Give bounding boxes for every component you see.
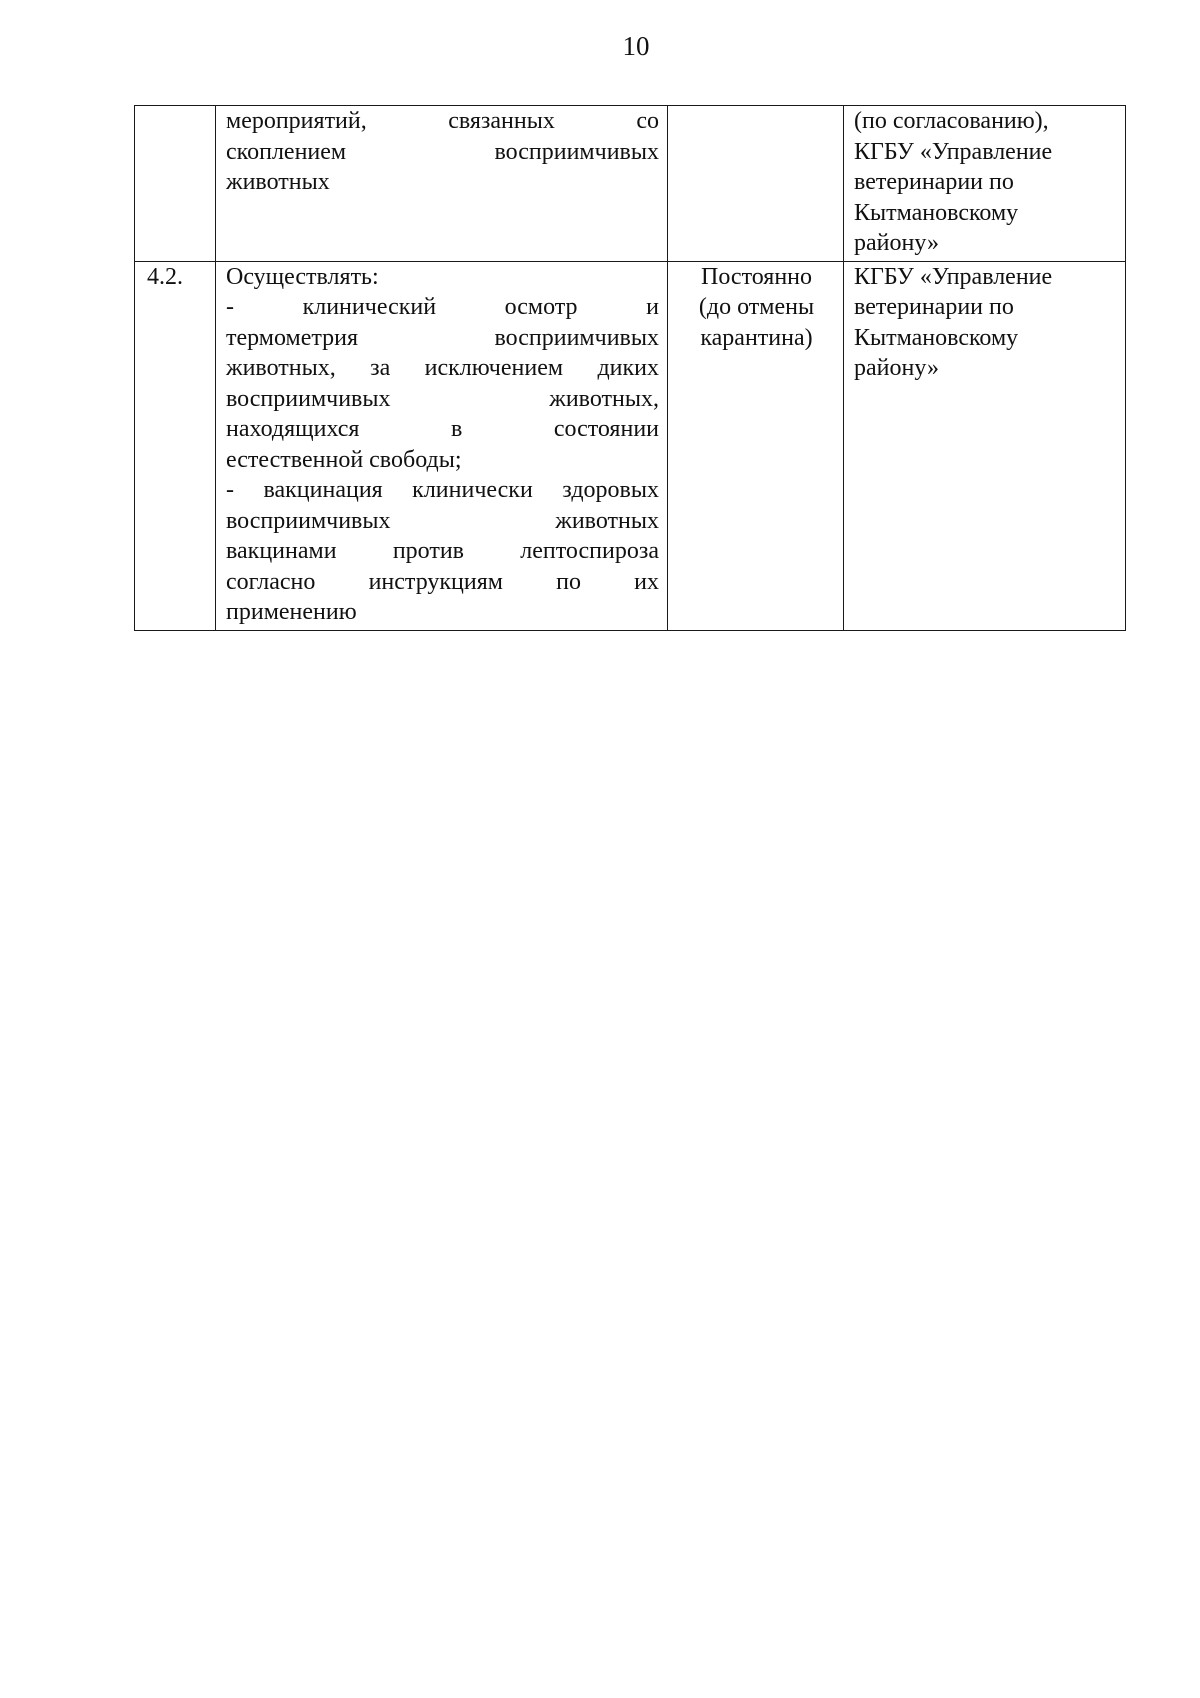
description-line: восприимчивых животных, — [226, 385, 659, 412]
responsible-line: району» — [854, 230, 939, 256]
deadline-cell — [668, 261, 844, 630]
responsible-line: Кытмановскому — [854, 324, 1019, 351]
description-line: скоплением восприимчивых — [226, 138, 659, 165]
responsible-cell — [844, 106, 1126, 262]
responsible-line: Кытмановскому — [854, 199, 1019, 226]
description-line: вакцинами против лептоспироза — [226, 538, 659, 564]
description-line: термометрия восприимчивых — [226, 324, 659, 351]
table-row — [135, 261, 1126, 630]
responsible-cell — [844, 261, 1126, 630]
measures-table — [134, 105, 1126, 631]
description-line: животных, за исключением диких — [226, 355, 659, 381]
deadline-line: карантина) — [700, 324, 813, 351]
deadline-line: (до отмены — [698, 294, 815, 320]
description-line: - клинический осмотр и — [226, 294, 659, 320]
description-line: находящихся в состоянии — [226, 416, 659, 442]
row-number: 4.2. — [147, 263, 183, 290]
description-line: Осуществлять: — [226, 263, 379, 290]
responsible-line: ветеринарии по — [854, 294, 1014, 320]
responsible-line: КГБУ «Управление — [854, 138, 1053, 165]
table-row — [135, 106, 1126, 262]
description-cell — [216, 106, 668, 262]
row-number-cell — [135, 261, 216, 630]
description-line: восприимчивых животных — [226, 507, 659, 534]
responsible-line: району» — [854, 355, 939, 381]
description-line: естественной свободы; — [226, 446, 462, 473]
responsible-line: ветеринарии по — [854, 169, 1014, 195]
responsible-line: (по согласованию), — [854, 108, 1049, 134]
deadline-line: Постоянно — [700, 263, 813, 290]
page-number: 10 — [622, 31, 650, 61]
responsible-line: КГБУ «Управление — [854, 263, 1053, 290]
description-line: применению — [226, 599, 357, 625]
description-line: - вакцинация клинически здоровых — [226, 477, 659, 503]
description-cell — [216, 261, 668, 630]
description-line: мероприятий, связанных со — [226, 108, 659, 134]
row-number-cell — [135, 106, 216, 262]
description-line: согласно инструкциям по их — [226, 568, 659, 595]
description-line: животных — [226, 169, 330, 195]
deadline-cell — [668, 106, 844, 262]
